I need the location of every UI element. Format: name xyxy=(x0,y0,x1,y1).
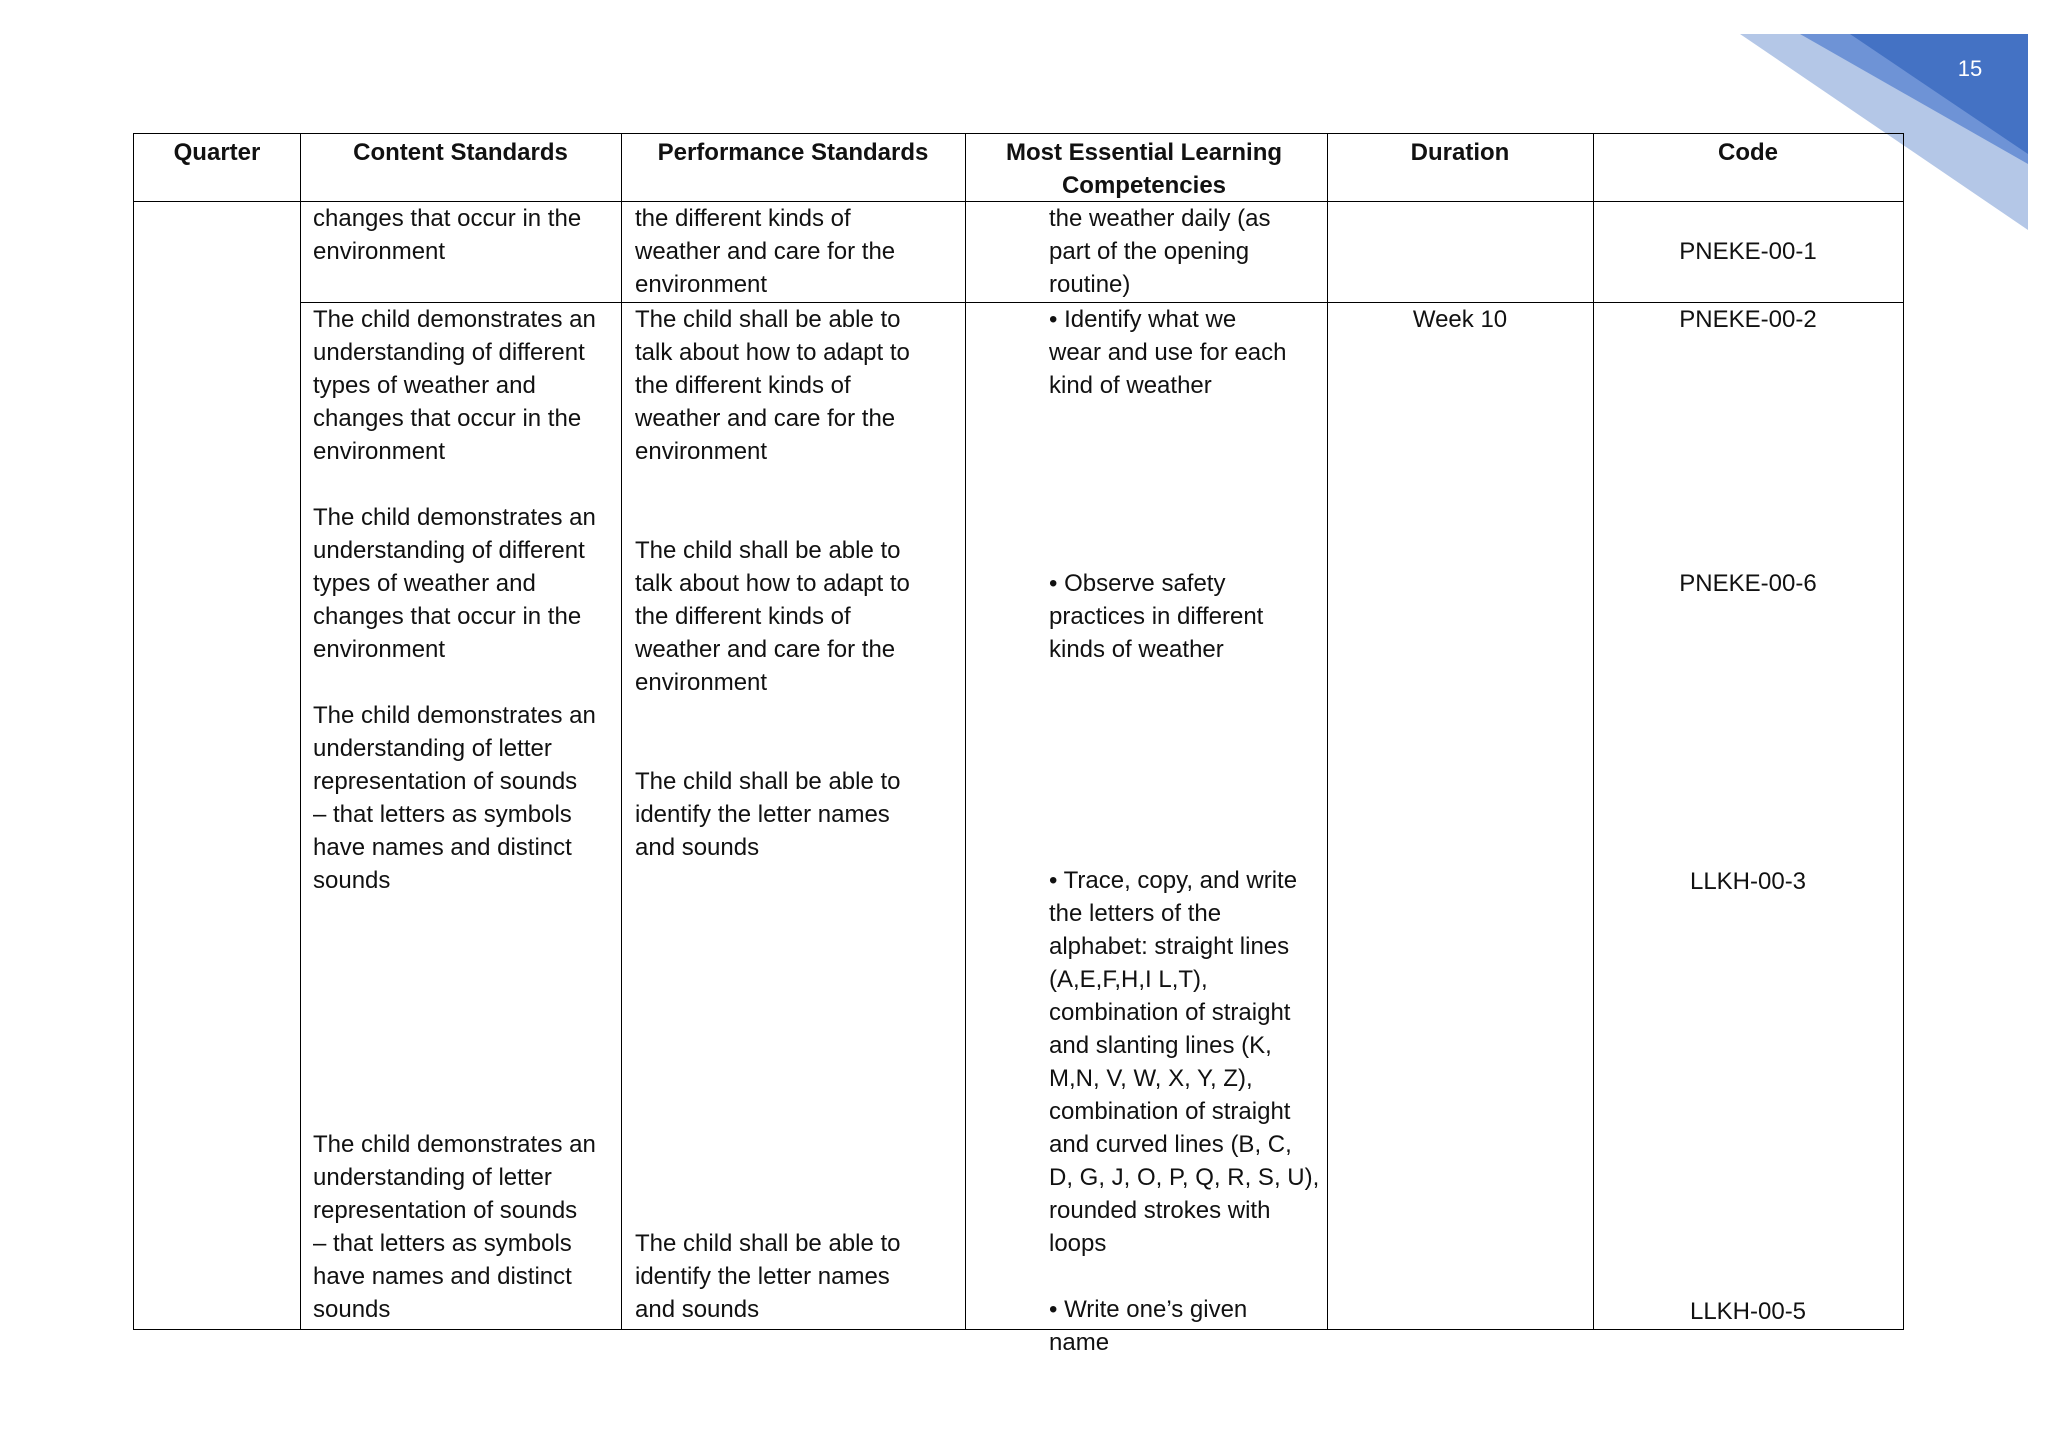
header-content-standards: Content Standards xyxy=(353,139,568,166)
row1-content-standard: changes that occur in the environment xyxy=(313,205,582,265)
row2-code-2: PNEKE-00-6 xyxy=(1679,570,1817,597)
header-competencies: Most Essential Learning Competencies xyxy=(1005,139,1283,199)
row2-duration: Week 10 xyxy=(1412,306,1508,333)
row2-competencies: • Identify what we wear and use for each kind of weather • Observe safety practices in different kinds of weather • Trace, copy, and write the letters of the alphabet: straight lines (A,E,F,H,I L,T), combination of straight and slanting lines (K, M,N, V, W, X, Y, Z), combination of straight and curved lines (B, C, D, G, J, O, P, Q, R, S, U), rounded strokes with loops • Write one’s given name xyxy=(1049,306,1320,1356)
header-duration: Duration xyxy=(1410,139,1510,166)
header-performance-standards: Performance Standards xyxy=(657,139,929,166)
row2-code-3: LLKH-00-3 xyxy=(1689,868,1807,895)
row1-competency: the weather daily (as part of the opening routine) xyxy=(1049,205,1271,298)
row2-content-standards: The child demonstrates an understanding of different types of weather and changes that occur in the environment The child demonstrates an understanding of different types of weather and changes that occur in the environment The child demonstrates an understanding of letter representation of sounds – that letters as symbols have names and distinct sounds The child demonstrates an understanding of letter representation of sounds – that letters as symbols have names and distinct sounds xyxy=(313,306,596,1323)
row2-performance-standards: The child shall be able to talk about how to adapt to the different kinds of weather and care for the environment The child shall be able to talk about how to adapt to the different kinds of weather and care for the environment The child shall be able to identify the letter names and sounds The child shall be able to identify the letter names and sounds xyxy=(635,306,910,1323)
header-quarter: Quarter xyxy=(173,139,261,166)
page-number: 15 xyxy=(1957,56,1983,81)
curriculum-table xyxy=(133,133,1904,1356)
row2-code-1: PNEKE-00-2 xyxy=(1679,306,1817,333)
header-code: Code xyxy=(1718,139,1778,166)
row1-performance-standard: the different kinds of weather and care for the environment xyxy=(635,205,896,298)
row2-code-4: LLKH-00-5 xyxy=(1689,1298,1807,1325)
row1-code: PNEKE-00-1 xyxy=(1679,238,1817,265)
